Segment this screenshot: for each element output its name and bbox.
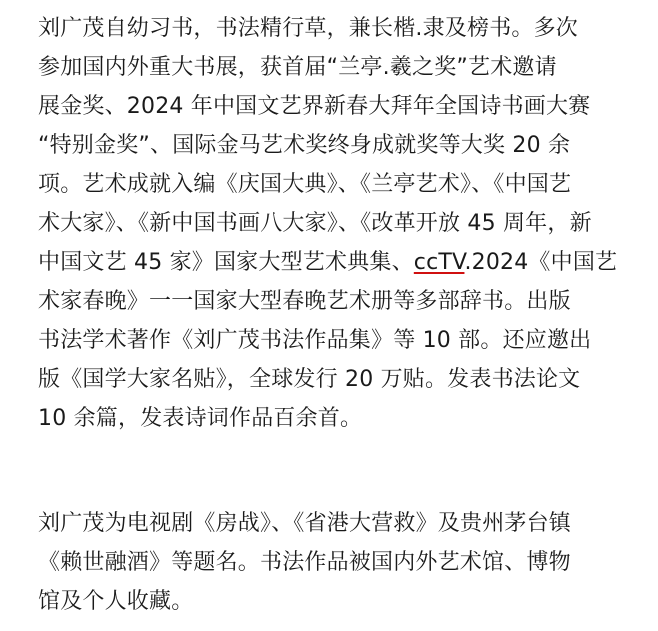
text-segment: 一一国家大型春晚艺术册等多部辞书。出版 xyxy=(149,289,571,314)
cctv-text: ccTV xyxy=(413,250,465,275)
text-line: 术大家》、《新中国书画八大家》、《改革开放 45 周年，新 xyxy=(38,211,592,236)
text-line-with-cctv xyxy=(38,248,617,278)
text-line: 刘广茂自幼习书，书法精行草，兼长楷.隶及榜书。多次 xyxy=(38,16,578,41)
text-line: 项。艺术成就入编《庆国大典》、《兰亭艺术》、《中国艺 xyxy=(38,172,572,197)
text-segment: .2024《中国艺 xyxy=(464,250,618,275)
text-line: 《赖世融酒》等题名。书法作品被国内外艺术馆、博物 xyxy=(38,550,571,575)
text-line: 书法学术著作《刘广茂书法作品集》等 10 部。还应邀出 xyxy=(38,328,592,353)
text-segment: 中国文艺 45 家》国家大型艺术典集、 xyxy=(38,250,414,275)
text-line: 版《国学大家名贴》，全球发行 20 万贴。发表书法论文 xyxy=(38,367,581,392)
text-segment: 术家春晚》 xyxy=(38,289,150,314)
text-line: 展金奖、2024 年中国文艺界新春大拜年全国诗书画大赛 xyxy=(38,94,591,119)
text-line: 刘广茂为电视剧《房战》、《省港大营救》及贵州茅台镇 xyxy=(38,511,572,536)
text-line: 10 余篇，发表诗词作品百余首。 xyxy=(38,406,363,431)
text-line: “特别金奖”、国际金马艺术奖终身成就奖等大奖 20 余 xyxy=(38,133,571,158)
text-line xyxy=(38,287,571,317)
text-line: 参加国内外重大书展，获首届“兰亭.羲之奖”艺术邀请 xyxy=(38,55,557,80)
text-line: 馆及个人收藏。 xyxy=(38,589,194,614)
